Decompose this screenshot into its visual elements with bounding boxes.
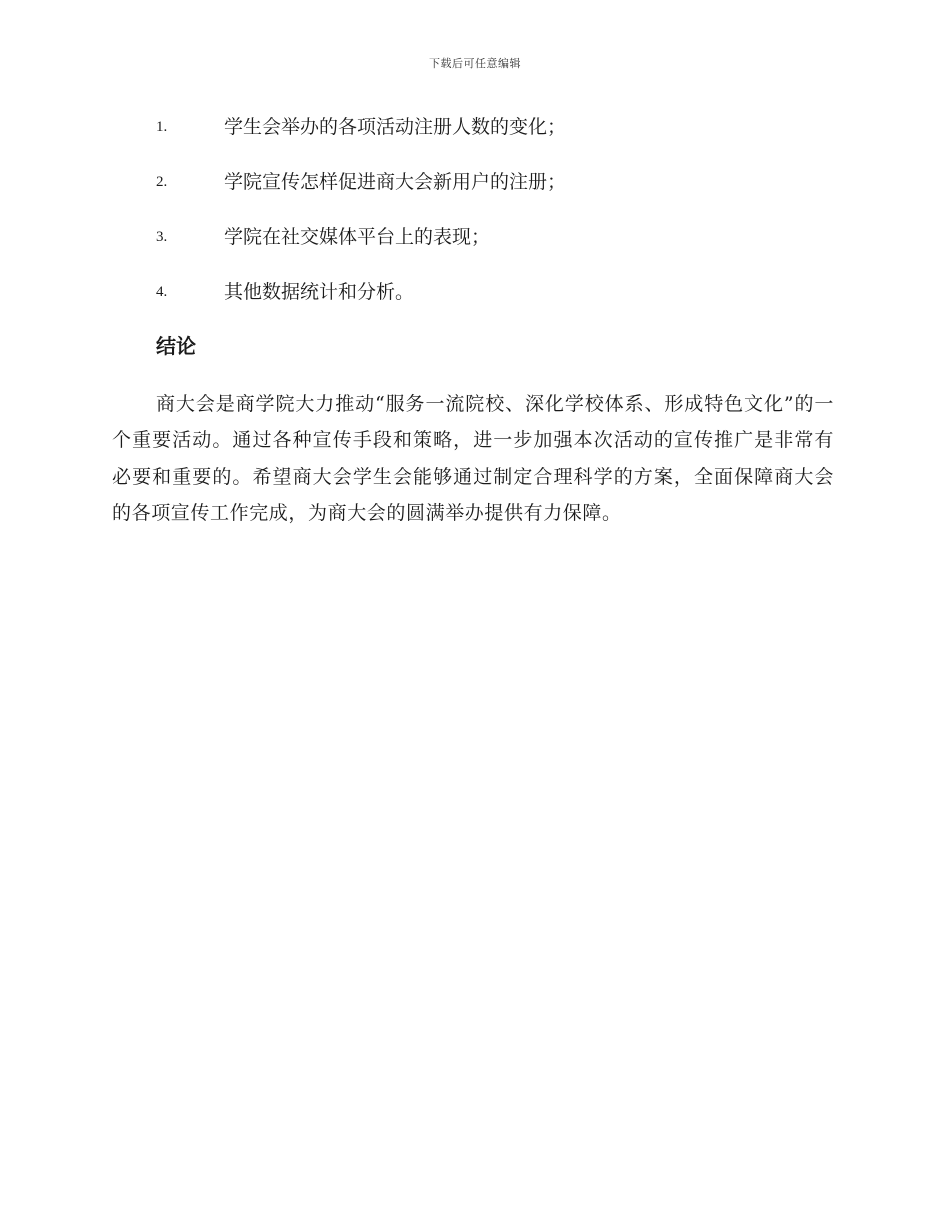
list-item bbox=[156, 221, 856, 276]
conclusion-paragraph: 商大会是商学院大力推动“服务一流院校、深化学校体系、形成特色文化”的一个重要活动。通过各种宣传手段和策略，进一步加强本次活动的宣传推广是非常有必要和重要的。希望商大会学生会能够通过制定合理科学的方案，全面保障商大会的各项宣传工作完成，为商大会的圆满举办提供有力保障。 bbox=[112, 393, 834, 525]
conclusion-heading: 结论 bbox=[156, 334, 196, 358]
page-header: 下载后可任意编辑 bbox=[429, 57, 521, 70]
list-item-number: 4. bbox=[156, 284, 168, 300]
list-item-number: 2. bbox=[156, 174, 168, 190]
list-item bbox=[156, 111, 856, 166]
list-item bbox=[156, 276, 856, 331]
list-item-text: 学院宣传怎样促进商大会新用户的注册； bbox=[224, 171, 567, 193]
list-item-text: 其他数据统计和分析。 bbox=[224, 281, 415, 303]
list-item-text: 学院在社交媒体平台上的表现； bbox=[224, 226, 491, 248]
list-item bbox=[156, 166, 856, 221]
numbered-list bbox=[156, 111, 856, 331]
list-item-text: 学生会举办的各项活动注册人数的变化； bbox=[224, 116, 567, 138]
list-item-number: 1. bbox=[156, 119, 168, 135]
list-item-number: 3. bbox=[156, 229, 168, 245]
